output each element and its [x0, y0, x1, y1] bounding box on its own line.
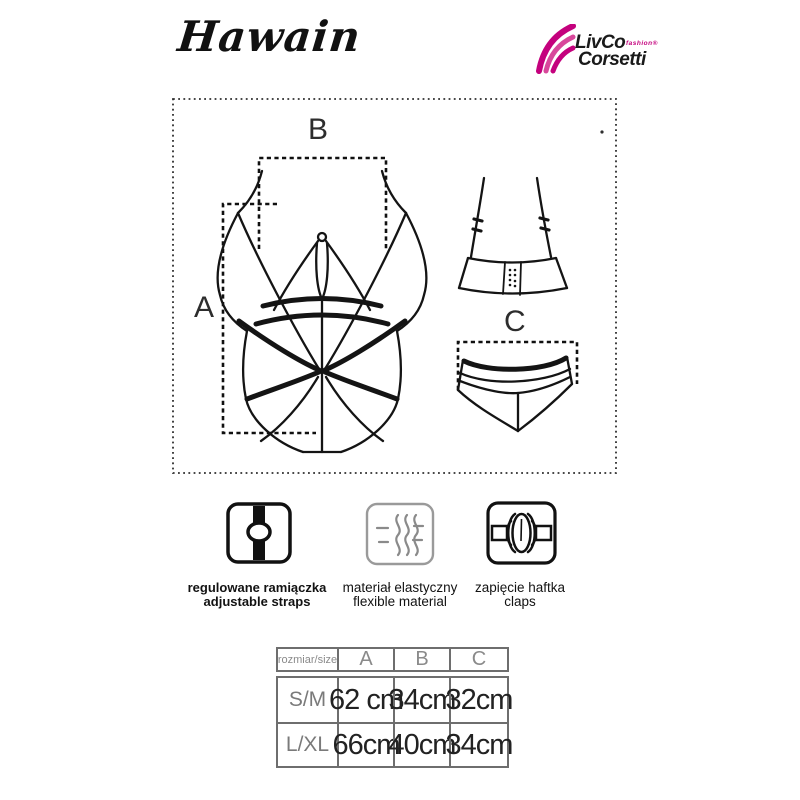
bra-band-drawing	[459, 178, 567, 295]
size-table	[276, 647, 513, 768]
adjustable-straps-icon	[226, 502, 292, 569]
feature-label-material-en: flexible material	[353, 593, 447, 609]
row-sm-a: 62 cm	[337, 678, 393, 722]
feature-label-material-pl: materiał elastyczny	[342, 580, 458, 595]
dimension-label-a: A	[194, 291, 215, 324]
row-sm-label: S/M	[288, 688, 327, 711]
size-table-body	[276, 676, 513, 768]
dimension-label-c: C	[504, 305, 526, 338]
outer-dotted-border	[173, 99, 616, 473]
bodysuit-drawing	[218, 171, 427, 452]
row-sm-c: 32cm	[449, 678, 507, 722]
brand-fashion-label: fashion®	[626, 40, 658, 47]
header-cell-c: C	[449, 649, 507, 670]
size-table-header	[276, 647, 509, 672]
header-cell-b: B	[393, 649, 449, 670]
flexible-material-icon	[365, 502, 435, 571]
feature-label-straps-en: adjustable straps	[203, 593, 311, 609]
brand-name-livco: LivCo	[575, 32, 626, 53]
brand-name-corsetti: Corsetti	[578, 49, 646, 70]
feature-label-clasp	[450, 581, 590, 608]
row-lxl-a: 66cm	[337, 722, 393, 766]
product-title: Hawain	[175, 12, 364, 61]
header-cell-size: rozmiar/size	[277, 653, 338, 666]
feature-label-straps-pl: regulowane ramiączka	[187, 580, 327, 595]
header-cell-a: A	[337, 649, 393, 670]
row-lxl-label: L/XL	[278, 722, 337, 766]
dimension-label-b: B	[308, 113, 329, 146]
feature-label-clasp-en: claps	[504, 593, 536, 609]
row-lxl-c: 34cm	[449, 722, 507, 766]
stray-dot	[600, 130, 603, 133]
feature-label-clasp-pl: zapięcie haftka	[474, 580, 566, 595]
row-lxl-b: 40cm	[393, 722, 449, 766]
panty-drawing	[458, 357, 572, 431]
clasp-icon	[486, 501, 557, 570]
dimension-frame-b	[259, 158, 386, 249]
row-sm-b: 34cm	[393, 678, 449, 722]
